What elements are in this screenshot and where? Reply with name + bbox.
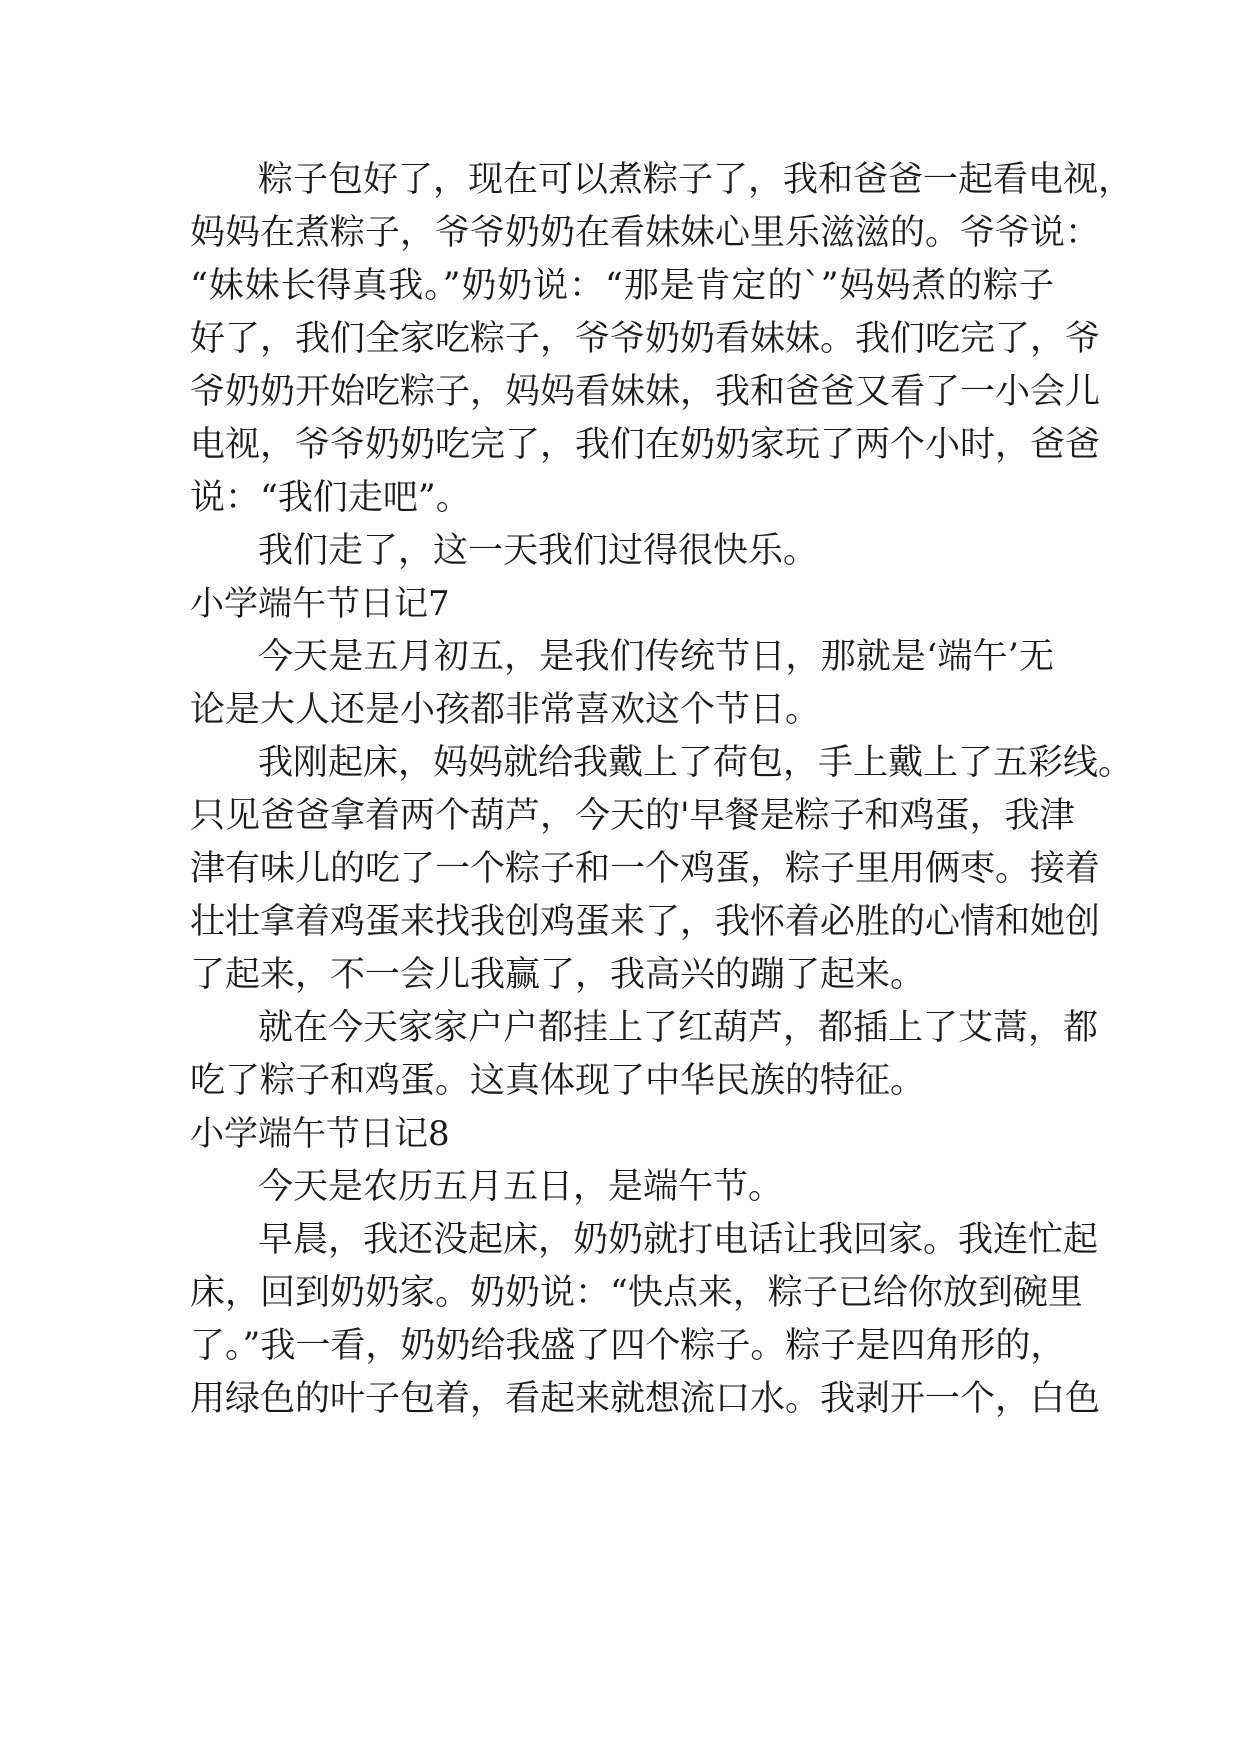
paragraph-line: 了起来，不一会儿我赢了，我高兴的蹦了起来。 (190, 955, 926, 995)
section-heading: 小学端午节日记8 (190, 1114, 450, 1154)
paragraph-line: 妈妈在煮粽子，爷爷奶奶在看妹妹心里乐滋滋的。爷爷说： (190, 213, 1101, 253)
paragraph-line: 用绿色的叶子包着，看起来就想流口水。我剥开一个，白色 (190, 1379, 1101, 1419)
paragraph-line: 我们走了，这一天我们过得很快乐。 (258, 531, 819, 571)
paragraph-line: “妹妹长得真我。”奶奶说：“那是肯定的`”妈妈煮的粽子 (190, 266, 1054, 306)
paragraph-line: 论是大人还是小孩都非常喜欢这个节日。 (190, 690, 821, 730)
paragraph-line: 今天是五月初五，是我们传统节日，那就是‘端午’无 (258, 637, 1054, 677)
section-heading: 小学端午节日记7 (190, 584, 450, 624)
paragraph-line: 好了，我们全家吃粽子，爷爷奶奶看妹妹。我们吃完了，爷 (190, 319, 1101, 359)
paragraph-line: 就在今天家家户户都挂上了红葫芦，都插上了艾蒿，都 (258, 1008, 1099, 1048)
paragraph-line: 壮壮拿着鸡蛋来找我创鸡蛋来了，我怀着必胜的心情和她创 (190, 902, 1101, 942)
paragraph-line: 我刚起床，妈妈就给我戴上了荷包，手上戴上了五彩线。 (258, 743, 1134, 783)
paragraph-line: 津有味儿的吃了一个粽子和一个鸡蛋，粽子里用俩枣。接着 (190, 849, 1101, 889)
paragraph-line: 今天是农历五月五日，是端午节。 (258, 1167, 784, 1207)
paragraph-line: 床，回到奶奶家。奶奶说：“快点来，粽子已给你放到碗里 (190, 1273, 1083, 1313)
paragraph-line: 早晨，我还没起床，奶奶就打电话让我回家。我连忙起 (258, 1220, 1099, 1260)
paragraph-line: 粽子包好了，现在可以煮粽子了，我和爸爸一起看电视， (258, 160, 1134, 200)
paragraph-line: 说：“我们走吧”。 (190, 478, 471, 518)
paragraph-line: 吃了粽子和鸡蛋。这真体现了中华民族的特征。 (190, 1061, 926, 1101)
paragraph-line: 了。”我一看，奶奶给我盛了四个粽子。粽子是四角形的， (190, 1326, 1066, 1366)
paragraph-line: 爷奶奶开始吃粽子，妈妈看妹妹，我和爸爸又看了一小会儿 (190, 372, 1101, 412)
paragraph-line: 电视，爷爷奶奶吃完了，我们在奶奶家玩了两个小时，爸爸 (190, 425, 1101, 465)
paragraph-line: 只见爸爸拿着两个葫芦，今天的'早餐是粽子和鸡蛋，我津 (190, 796, 1075, 836)
